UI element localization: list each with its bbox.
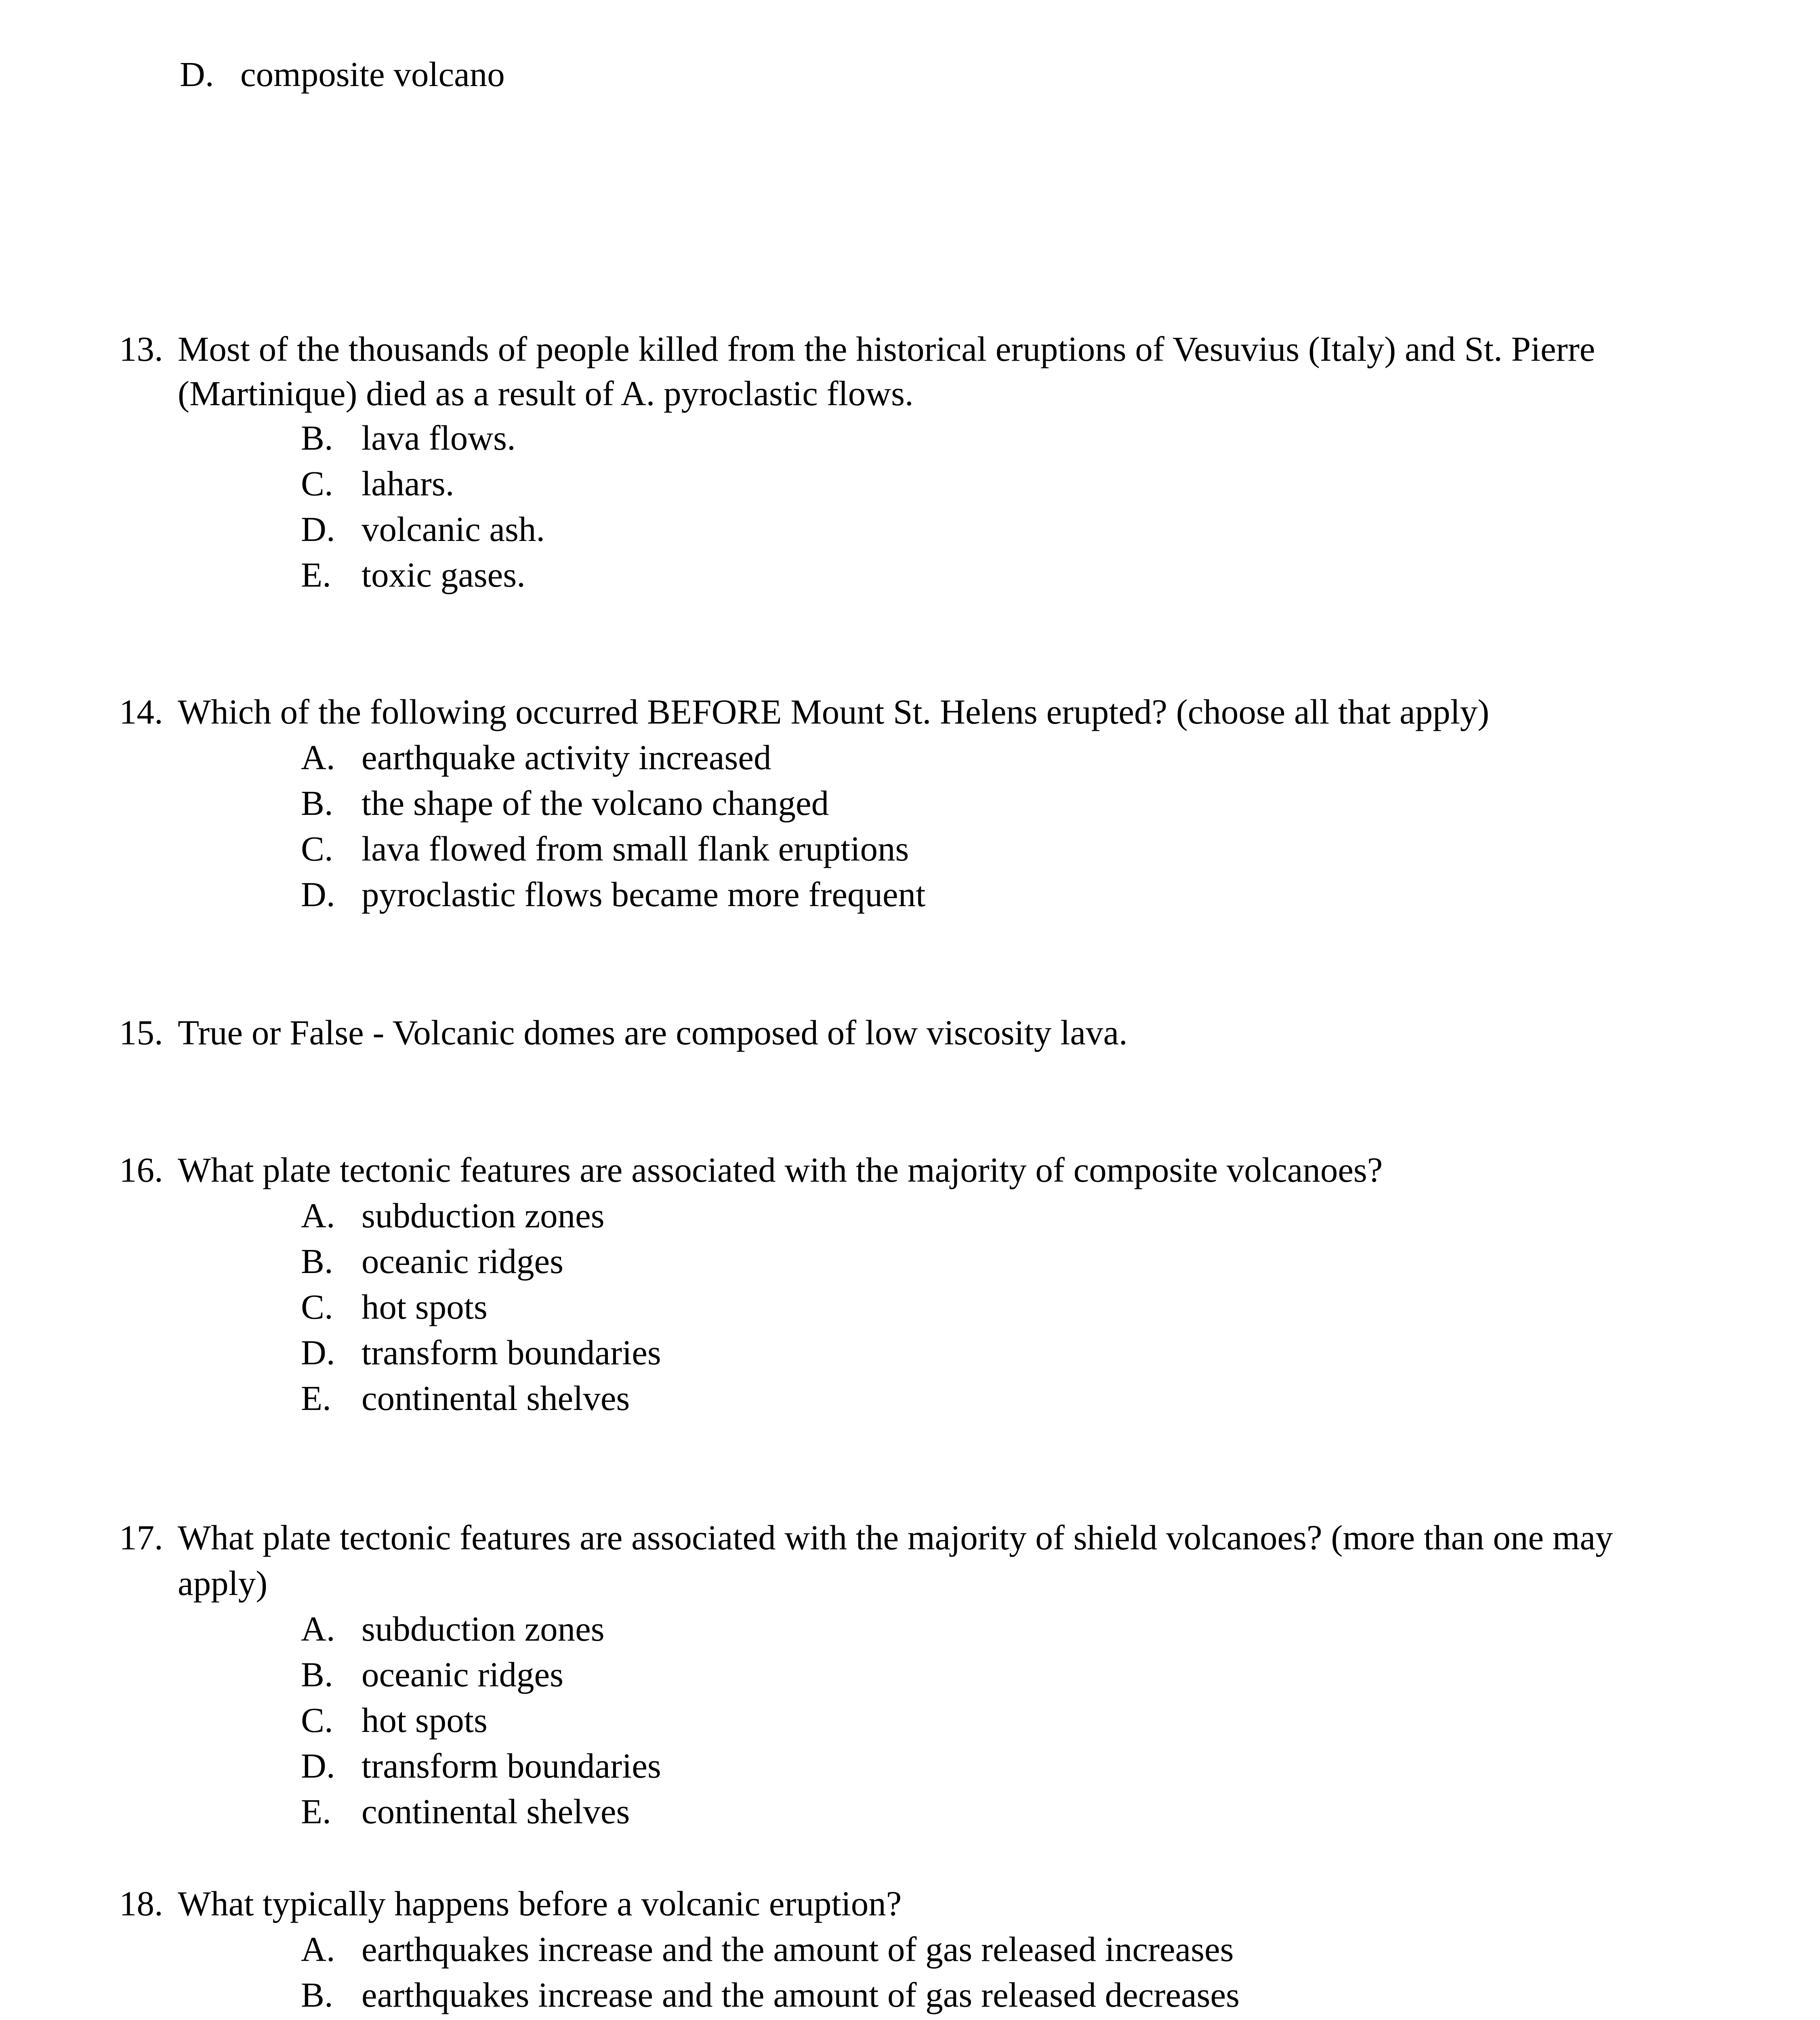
question-number: 17. [119, 1518, 163, 1557]
option-letter: B. [301, 1975, 333, 2014]
option-text: lahars. [361, 464, 454, 503]
option-text: the shape of the volcano changed [361, 783, 829, 823]
option-letter: C. [301, 829, 333, 868]
option-letter: D. [301, 1333, 335, 1372]
option-letter: E. [301, 555, 331, 594]
question-17-option-e [301, 1794, 630, 1829]
option-letter: E. [301, 1378, 331, 1418]
question-text: What plate tectonic features are associated with the majority of shield volcanoes? (more than one may [178, 1518, 1613, 1557]
question-number: 18. [119, 1884, 163, 1923]
option-text: lava flows. [361, 418, 516, 457]
question-16-option-d [301, 1335, 661, 1370]
question-text: Which of the following occurred BEFORE Mount St. Helens erupted? (choose all that apply) [178, 692, 1490, 731]
option-text: earthquake activity increased [361, 738, 771, 777]
option-text: hot spots [361, 1700, 488, 1740]
option-text: earthquakes increase and the amount of gas released decreases [361, 1975, 1240, 2014]
option-text: oceanic ridges [361, 1241, 563, 1281]
option-letter: B. [301, 1241, 333, 1281]
option-letter: D. [301, 509, 335, 549]
question-14-option-c [301, 831, 909, 866]
option-letter: C. [301, 1700, 333, 1740]
option-letter: B. [301, 418, 333, 457]
question-18-option-a [301, 1932, 1234, 1967]
option-text: continental shelves [361, 1792, 630, 1831]
question-13-line-1 [119, 331, 1595, 366]
question-16-option-b [301, 1241, 563, 1281]
question-text: True or False - Volcanic domes are composed of low viscosity lava. [178, 1013, 1128, 1052]
question-17-option-b [301, 1657, 563, 1692]
option-letter: C. [301, 1287, 333, 1326]
question-17-line-1 [119, 1520, 1613, 1555]
option-text: volcanic ash. [361, 509, 545, 549]
question-16-line-1 [119, 1152, 1383, 1187]
question-14-option-b [301, 785, 829, 821]
option-text: pyroclastic flows became more frequent [361, 875, 926, 914]
question-13-option-d [301, 511, 545, 547]
question-17-option-d [301, 1748, 661, 1783]
question-16-option-a [301, 1198, 605, 1233]
carryover-option [180, 57, 505, 92]
option-letter: B. [301, 1655, 333, 1694]
question-17-option-c [301, 1702, 488, 1738]
question-16-option-c [301, 1289, 488, 1324]
question-text-continued: (Martinique) died as a result of A. pyroclastic flows. [178, 374, 914, 413]
question-text: Most of the thousands of people killed from the historical eruptions of Vesuvius (Italy) and St. Pierre [178, 329, 1595, 368]
question-number: 14. [119, 692, 163, 731]
option-text: oceanic ridges [361, 1655, 563, 1694]
question-text-continued: apply) [178, 1563, 268, 1603]
option-text: hot spots [361, 1287, 488, 1326]
option-letter: C. [301, 464, 333, 503]
question-18-line-1 [119, 1886, 902, 1921]
option-letter: D. [180, 55, 214, 94]
question-15-line-1 [119, 1015, 1128, 1050]
option-text: continental shelves [361, 1378, 630, 1418]
option-letter: D. [301, 875, 335, 914]
option-text: earthquakes increase and the amount of gas released increases [361, 1930, 1234, 1969]
option-text: toxic gases. [361, 555, 525, 594]
question-14-line-1 [119, 694, 1489, 729]
question-number: 16. [119, 1150, 163, 1189]
option-letter: A. [301, 1609, 335, 1648]
option-text: lava flowed from small flank eruptions [361, 829, 909, 868]
question-number: 15. [119, 1013, 163, 1052]
option-letter: D. [301, 1746, 335, 1785]
question-13-option-b [301, 420, 516, 455]
question-17-line-2 [178, 1563, 268, 1603]
question-13-option-c [301, 466, 454, 501]
question-number: 13. [119, 329, 163, 368]
option-letter: B. [301, 783, 333, 823]
option-letter: A. [301, 1196, 335, 1235]
option-text: transform boundaries [361, 1333, 661, 1372]
option-letter: A. [301, 738, 335, 777]
option-text: transform boundaries [361, 1746, 661, 1785]
question-17-option-a [301, 1611, 605, 1646]
question-13-option-e [301, 557, 525, 592]
question-14-option-a [301, 740, 771, 775]
option-letter: E. [301, 1792, 331, 1831]
option-text: composite volcano [240, 55, 505, 94]
question-text: What plate tectonic features are associated with the majority of composite volcanoes? [178, 1150, 1383, 1189]
question-text: What typically happens before a volcanic eruption? [178, 1884, 902, 1923]
option-text: subduction zones [361, 1609, 605, 1648]
question-18-option-b [301, 1977, 1240, 2012]
question-13-line-2 [178, 376, 914, 411]
option-text: subduction zones [361, 1196, 605, 1235]
option-letter: A. [301, 1930, 335, 1969]
question-16-option-e [301, 1380, 630, 1416]
question-14-option-d [301, 877, 925, 912]
